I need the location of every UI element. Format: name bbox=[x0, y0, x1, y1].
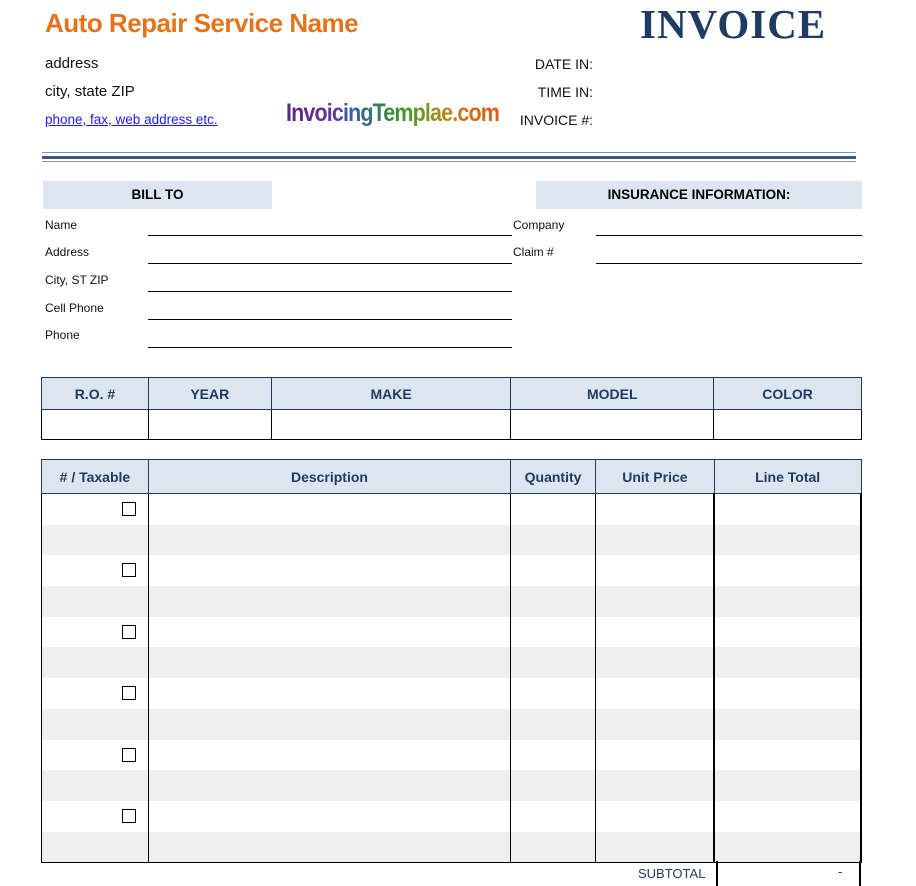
line-total-cell bbox=[714, 647, 861, 678]
vehicle-table bbox=[41, 377, 862, 440]
description-cell[interactable] bbox=[148, 555, 510, 586]
time-in-label: TIME IN: bbox=[537, 84, 593, 100]
quantity-cell[interactable] bbox=[511, 770, 596, 801]
line-item-row bbox=[42, 709, 862, 740]
bill-to-heading: BILL TO bbox=[43, 181, 272, 209]
line-item-row bbox=[42, 740, 862, 771]
line-total-cell bbox=[714, 617, 861, 648]
unit-price-header: Unit Price bbox=[596, 460, 715, 494]
subtotal-label: SUBTOTAL bbox=[638, 866, 706, 881]
line-item-row bbox=[42, 801, 862, 832]
bill-to-name-label: Name bbox=[45, 218, 78, 232]
unit-price-cell[interactable] bbox=[596, 525, 715, 556]
quantity-header: Quantity bbox=[511, 460, 596, 494]
line-total-cell bbox=[714, 586, 861, 617]
line-total-cell bbox=[714, 525, 861, 556]
contact-link[interactable]: phone, fax, web address etc. bbox=[45, 112, 218, 127]
bill-to-city-field[interactable] bbox=[148, 291, 512, 292]
line-items-header bbox=[42, 460, 862, 494]
line-total-cell bbox=[714, 832, 861, 863]
unit-price-cell[interactable] bbox=[596, 709, 715, 740]
bill-to-name-field[interactable] bbox=[148, 235, 512, 236]
company-city-state-zip: city, state ZIP bbox=[45, 83, 135, 100]
invoice-number-label: INVOICE #: bbox=[519, 112, 593, 128]
taxable-checkbox[interactable] bbox=[122, 625, 136, 639]
quantity-cell[interactable] bbox=[511, 801, 596, 832]
subtotal-value: - bbox=[838, 864, 843, 879]
line-item-row bbox=[42, 586, 862, 617]
insurance-company-field[interactable] bbox=[596, 235, 862, 236]
description-cell[interactable] bbox=[148, 494, 510, 525]
quantity-cell[interactable] bbox=[511, 740, 596, 771]
vehicle-table-header bbox=[42, 378, 862, 410]
taxable-cell bbox=[42, 647, 149, 678]
taxable-cell bbox=[42, 740, 149, 771]
make-cell[interactable] bbox=[271, 410, 511, 440]
taxable-cell bbox=[42, 801, 149, 832]
unit-price-cell[interactable] bbox=[596, 678, 715, 709]
taxable-checkbox[interactable] bbox=[122, 809, 136, 823]
taxable-cell bbox=[42, 525, 149, 556]
unit-price-cell[interactable] bbox=[596, 770, 715, 801]
make-header: MAKE bbox=[271, 378, 511, 410]
color-cell[interactable] bbox=[714, 410, 862, 440]
company-name: Auto Repair Service Name bbox=[45, 8, 359, 38]
line-items-table bbox=[41, 459, 862, 863]
taxable-cell bbox=[42, 617, 149, 648]
unit-price-cell[interactable] bbox=[596, 740, 715, 771]
taxable-checkbox[interactable] bbox=[122, 686, 136, 700]
insurance-claim-field[interactable] bbox=[596, 263, 862, 264]
invoicing-template-logo bbox=[286, 99, 499, 128]
quantity-cell[interactable] bbox=[511, 555, 596, 586]
taxable-checkbox[interactable] bbox=[122, 563, 136, 577]
quantity-cell[interactable] bbox=[511, 678, 596, 709]
bill-to-address-label: Address bbox=[45, 245, 90, 259]
description-cell[interactable] bbox=[148, 832, 510, 863]
line-item-row bbox=[42, 678, 862, 709]
description-cell[interactable] bbox=[148, 525, 510, 556]
taxable-cell bbox=[42, 709, 149, 740]
subtotal-separator bbox=[716, 861, 718, 886]
line-total-cell bbox=[714, 740, 861, 771]
quantity-cell[interactable] bbox=[511, 832, 596, 863]
taxable-cell bbox=[42, 555, 149, 586]
unit-price-cell[interactable] bbox=[596, 555, 715, 586]
bill-to-address-field[interactable] bbox=[148, 263, 512, 264]
description-cell[interactable] bbox=[148, 740, 510, 771]
description-cell[interactable] bbox=[148, 801, 510, 832]
model-cell[interactable] bbox=[511, 410, 714, 440]
line-item-row bbox=[42, 832, 862, 863]
unit-price-cell[interactable] bbox=[596, 617, 715, 648]
divider-rule-middle bbox=[42, 156, 856, 159]
line-item-row bbox=[42, 647, 862, 678]
quantity-cell[interactable] bbox=[511, 617, 596, 648]
taxable-cell bbox=[42, 494, 149, 525]
description-cell[interactable] bbox=[148, 678, 510, 709]
divider-rule-top bbox=[42, 152, 856, 153]
quantity-cell[interactable] bbox=[511, 709, 596, 740]
year-cell[interactable] bbox=[148, 410, 271, 440]
description-cell[interactable] bbox=[148, 647, 510, 678]
insurance-company-label: Company bbox=[513, 218, 565, 232]
ro-number-cell[interactable] bbox=[42, 410, 149, 440]
model-header: MODEL bbox=[511, 378, 714, 410]
divider-rule-bottom bbox=[42, 161, 856, 162]
quantity-cell[interactable] bbox=[511, 525, 596, 556]
unit-price-cell[interactable] bbox=[596, 801, 715, 832]
line-item-row bbox=[42, 525, 862, 556]
year-header: YEAR bbox=[148, 378, 271, 410]
description-cell[interactable] bbox=[148, 709, 510, 740]
line-total-header: Line Total bbox=[714, 460, 861, 494]
line-item-row bbox=[42, 494, 862, 525]
logo-text: InvoicingTemplae.com bbox=[286, 99, 499, 127]
description-cell[interactable] bbox=[148, 586, 510, 617]
quantity-cell[interactable] bbox=[511, 494, 596, 525]
unit-price-cell[interactable] bbox=[596, 586, 715, 617]
subtotal-right-border bbox=[859, 861, 861, 886]
line-total-cell bbox=[714, 770, 861, 801]
color-header: COLOR bbox=[714, 378, 862, 410]
line-item-row bbox=[42, 617, 862, 648]
line-total-cell bbox=[714, 494, 861, 525]
line-item-row bbox=[42, 555, 862, 586]
taxable-cell bbox=[42, 678, 149, 709]
ro-number-header: R.O. # bbox=[42, 378, 149, 410]
bill-to-phone-label: Phone bbox=[45, 328, 80, 342]
unit-price-cell[interactable] bbox=[596, 647, 715, 678]
taxable-checkbox[interactable] bbox=[122, 502, 136, 516]
bill-to-city-label: City, ST ZIP bbox=[45, 273, 109, 287]
bill-to-phone-field[interactable] bbox=[148, 347, 512, 348]
company-address: address bbox=[45, 55, 99, 72]
bill-to-cell-phone-field[interactable] bbox=[148, 319, 512, 320]
description-cell[interactable] bbox=[148, 617, 510, 648]
insurance-heading: INSURANCE INFORMATION: bbox=[536, 181, 862, 209]
taxable-header: # / Taxable bbox=[42, 460, 149, 494]
line-total-cell bbox=[714, 678, 861, 709]
invoice-title: INVOICE bbox=[640, 1, 827, 47]
quantity-cell[interactable] bbox=[511, 586, 596, 617]
quantity-cell[interactable] bbox=[511, 647, 596, 678]
date-in-label: DATE IN: bbox=[534, 56, 593, 72]
taxable-cell bbox=[42, 770, 149, 801]
line-total-cell bbox=[714, 555, 861, 586]
description-cell[interactable] bbox=[148, 770, 510, 801]
vehicle-table-row bbox=[42, 410, 862, 440]
unit-price-cell[interactable] bbox=[596, 832, 715, 863]
unit-price-cell[interactable] bbox=[596, 494, 715, 525]
line-item-row bbox=[42, 770, 862, 801]
line-total-cell bbox=[714, 709, 861, 740]
bill-to-cell-phone-label: Cell Phone bbox=[45, 301, 104, 315]
insurance-claim-label: Claim # bbox=[513, 245, 554, 259]
taxable-cell bbox=[42, 586, 149, 617]
description-header: Description bbox=[148, 460, 510, 494]
taxable-checkbox[interactable] bbox=[122, 748, 136, 762]
taxable-cell bbox=[42, 832, 149, 863]
line-total-cell bbox=[714, 801, 861, 832]
